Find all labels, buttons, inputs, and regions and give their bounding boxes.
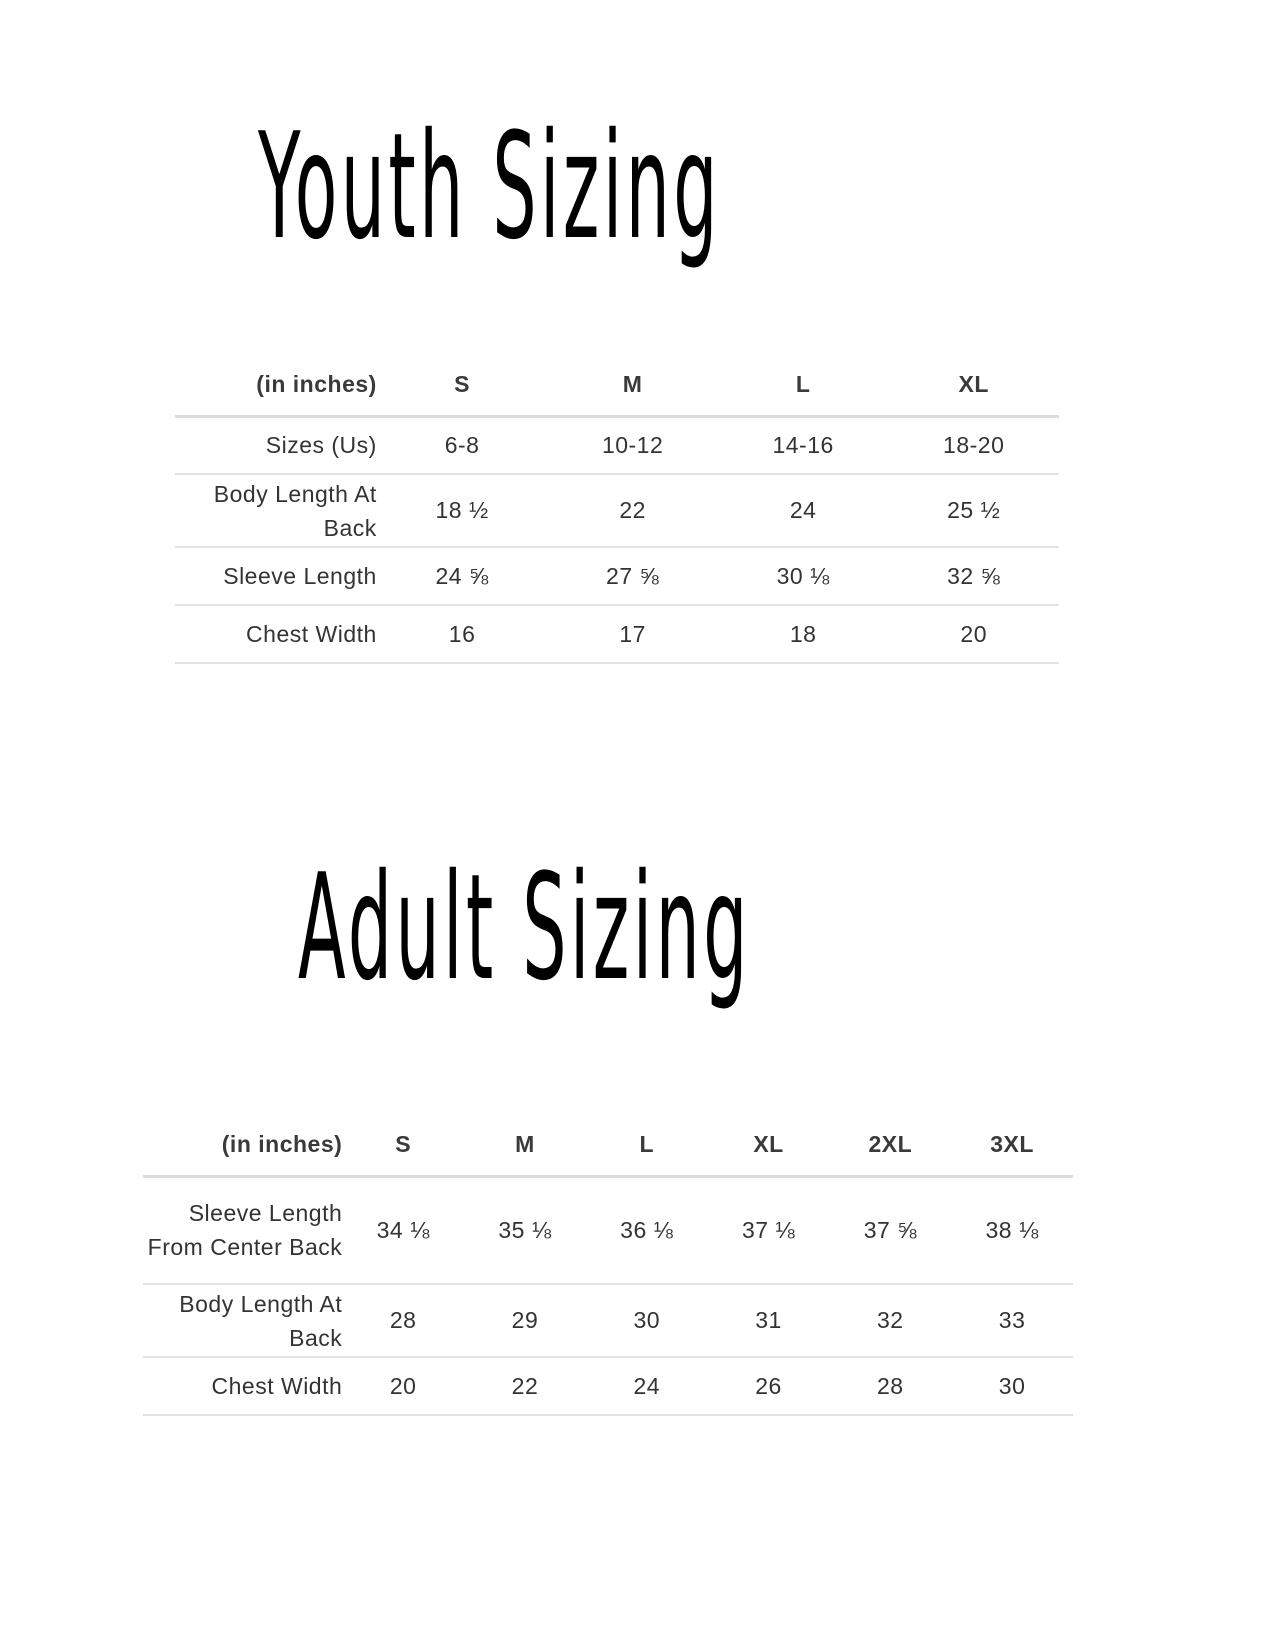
table-cell: 22 [619,497,646,523]
table-cell: 31 [755,1307,782,1333]
table-row [143,1357,1073,1415]
youth-sizing-title: Youth Sizing [258,102,721,273]
table-cell: 36 ⅛ [620,1216,674,1243]
table-cell: 30 [633,1307,661,1333]
table-header-row [175,354,1059,416]
youth-size-table [175,354,1059,664]
size-header-xl: XL [753,1130,784,1157]
size-header-l: L [795,370,811,397]
table-cell: 24 ⅝ [435,562,489,589]
table-cell: 32 [877,1307,904,1333]
table-row [143,1176,1073,1284]
table-cell: 20 [960,620,987,647]
table-cell: 14-16 [772,431,834,458]
row-label: Body Length At Back [213,480,377,541]
row-label: Chest Width [211,1373,343,1399]
table-cell: 33 [998,1307,1026,1333]
table-cell: 20 [389,1372,417,1399]
table-cell: 32 ⅝ [947,562,1001,589]
table-cell: 25 ½ [947,497,1001,523]
table-cell: 6-8 [444,431,480,458]
size-header-xl: XL [958,370,989,397]
units-header: (in inches) [221,1131,343,1158]
table-cell: 37 ⅛ [741,1216,796,1243]
adult-size-table [143,1114,1073,1416]
units-header: (in inches) [256,371,377,398]
size-header-l: L [639,1130,655,1157]
row-label: Sleeve Length From Center Back [147,1200,343,1261]
size-header-s: S [454,370,470,397]
table-cell: 10-12 [601,431,664,458]
table-row [175,416,1059,474]
table-cell: 18 [789,620,817,647]
table-row [175,547,1059,605]
table-cell: 27 ⅝ [606,562,660,589]
row-label: Chest Width [246,621,377,647]
adult-sizing-title: Adult Sizing [298,843,751,1014]
table-cell: 18-20 [943,431,1005,458]
table-cell: 29 [511,1307,539,1333]
table-cell: 37 ⅝ [863,1216,917,1243]
table-cell: 24 [633,1372,661,1399]
table-cell: 17 [619,620,646,647]
size-header-m: M [515,1130,535,1157]
size-header-3xl: 3XL [990,1130,1034,1157]
table-cell: 38 ⅛ [985,1216,1039,1243]
table-cell: 35 ⅛ [498,1216,552,1243]
table-cell: 34 ⅛ [376,1216,430,1243]
table-cell: 18 ½ [435,497,489,523]
table-cell: 16 [448,620,476,647]
table-cell: 30 [998,1372,1026,1399]
size-header-s: S [395,1130,412,1157]
table-row [175,605,1059,663]
size-header-m: M [622,370,643,397]
row-label: Body Length At Back [179,1290,343,1351]
table-cell: 24 [789,497,817,523]
table-cell: 28 [389,1307,417,1333]
table-cell: 22 [511,1372,539,1399]
table-cell: 30 ⅛ [776,562,830,589]
row-label: Sleeve Length [223,563,377,589]
size-header-2xl: 2XL [868,1130,913,1157]
table-row [143,1284,1073,1357]
table-cell: 28 [877,1372,904,1399]
table-row [175,474,1059,547]
table-cell: 26 [755,1372,782,1399]
table-header-row [143,1114,1073,1176]
row-label: Sizes (Us) [265,432,377,459]
